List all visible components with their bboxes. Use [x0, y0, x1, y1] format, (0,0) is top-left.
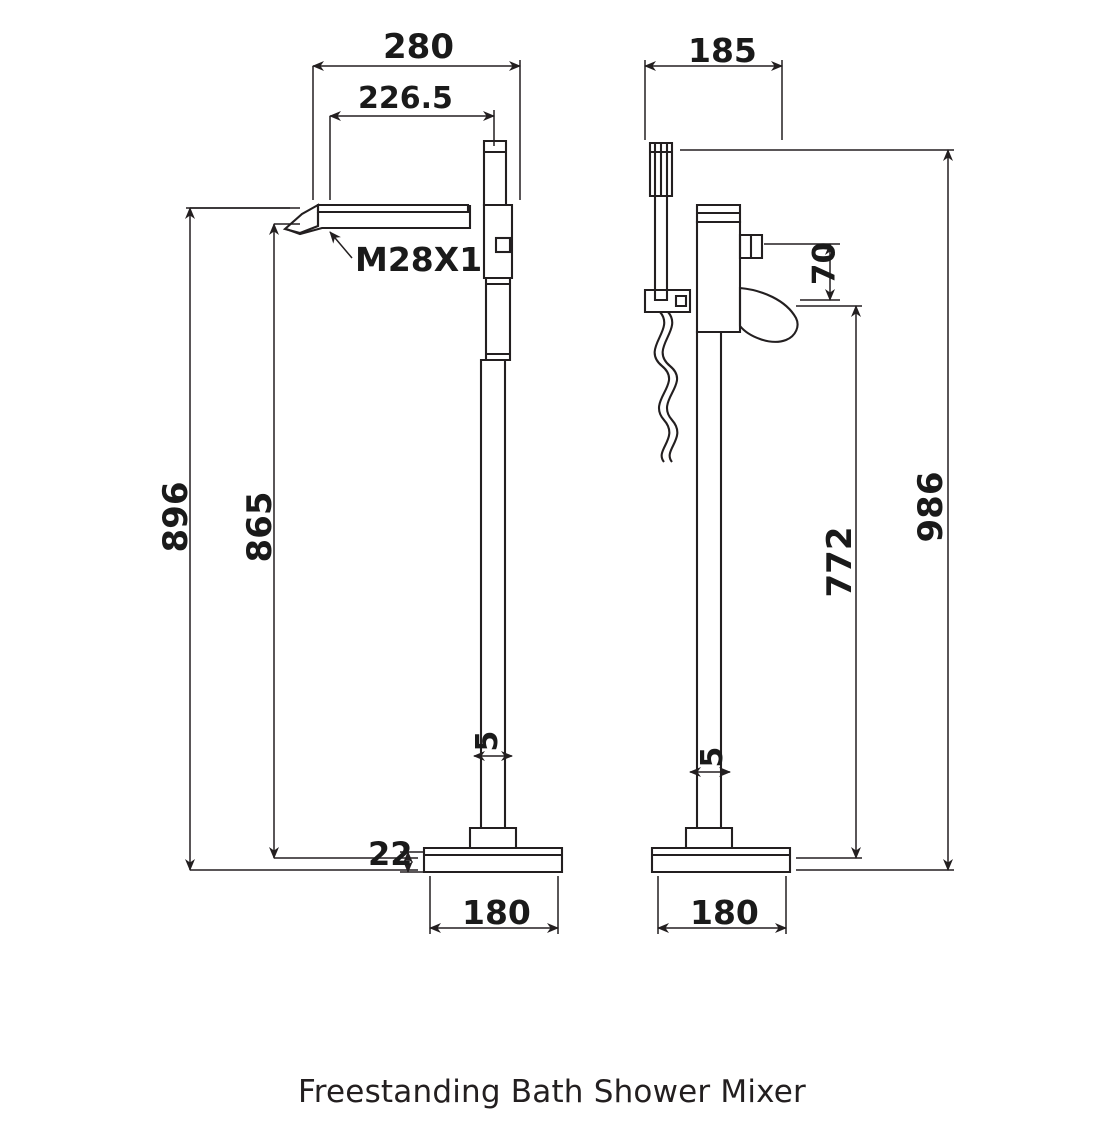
dim-label-spout-reach: 226.5: [358, 81, 453, 116]
dim-label-spout-height: 865: [240, 491, 280, 563]
dim-label-overall-height-front: 896: [156, 481, 196, 553]
dim-label-overall-height-side: 986: [911, 471, 951, 543]
dim-label-tube-diameter-side: 5: [695, 746, 730, 768]
dim-label-base-height: 22: [368, 835, 413, 873]
dim-label-depth: 185: [688, 31, 757, 70]
dim-label-spout-width: 280: [383, 27, 454, 67]
dim-label-base-width-front: 180: [462, 893, 531, 932]
dim-label-valve-height: 772: [820, 526, 860, 598]
dim-label-tube-diameter-front: 5: [470, 730, 505, 752]
dim-label-handle-offset: 70: [806, 241, 843, 286]
drawing-caption: Freestanding Bath Shower Mixer: [297, 1074, 806, 1110]
dim-label-base-width-side: 180: [690, 893, 759, 932]
dim-label-thread: M28X1: [355, 240, 483, 279]
side-dimension-lines: [645, 60, 954, 934]
